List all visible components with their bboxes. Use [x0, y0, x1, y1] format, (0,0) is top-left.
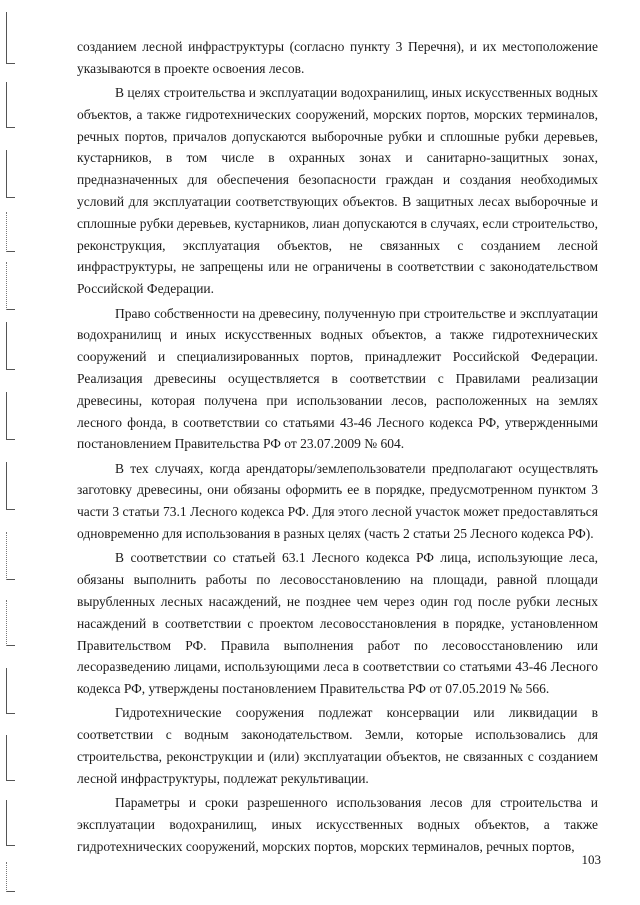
- paragraph: В тех случаях, когда арендаторы/землепользователи предполагают осуществлять заготовку древесины, они обязаны оформить ее в порядке, предусмотренном пунктом 3 части 3 статьи 73.1 Лесного кодекса РФ. Для этого лесной участок может предоставляться одновременно для использования в разных целях (часть 2 статьи 25 Лесного кодекса РФ).: [77, 460, 598, 542]
- binding-mark: [6, 532, 17, 580]
- binding-mark: [6, 862, 17, 892]
- binding-mark: [6, 600, 17, 646]
- binding-mark: [6, 262, 17, 310]
- binding-mark: [6, 12, 17, 64]
- paragraph: Гидротехнические сооружения подлежат консервации или ликвидации в соответствии с водным законодательством. Земли, которые использовались для строительства, реконструкции и (или) эксплуатации объектов, не связанных с созданием лесной инфраструктуры, подлежат рекультивации.: [77, 705, 598, 786]
- binding-mark: [6, 150, 17, 198]
- paragraph: Право собственности на древесину, полученную при строительстве и эксплуатации водохранилищ и иных искусственных водных объектов, а также гидротехнических сооружений и специализированных портов, принадлежит Российской Федерации. Реализация древесины осуществляется в соответствии с Правилами реализации древесины, которая получена при использовании лесов, расположенных на землях лесного фонда, в соответствии со статьями 43-46 Лесного кодекса РФ, утвержденными постановлением Правительства РФ от 23.07.2009 № 604.: [77, 305, 598, 452]
- binding-margin-marks: [0, 0, 40, 905]
- paragraph: В целях строительства и эксплуатации водохранилищ, иных искусственных водных объектов, а также гидротехнических сооружений, морских портов, морских терминалов, речных портов, причалов допускаются выборочные рубки и сплошные рубки деревьев, кустарников, в том числе в охранных зонах и санитарно-защитных зонах, предназначенных для обеспечения безопасности граждан и создания необходимых условий для эксплуатации соответствующих объектов. В защитных лесах выборочные и сплошные рубки деревьев, кустарников, лиан допускаются в случаях, если строительство, реконструкция, эксплуатация объектов, не связанных с созданием лесной инфраструктуры, не запрещены или не ограничены в соответствии с законодательством Российской Федерации.: [77, 85, 598, 297]
- paragraph: Параметры и сроки разрешенного использования лесов для строительства и эксплуатации водохранилищ, иных искусственных водных объектов, а также гидротехнических сооружений, морских портов, морских терминалов, речных портов,: [77, 795, 598, 854]
- binding-mark: [6, 392, 17, 440]
- binding-mark: [6, 322, 17, 370]
- binding-mark: [6, 800, 17, 846]
- binding-mark: [6, 82, 17, 128]
- binding-mark: [6, 212, 17, 252]
- binding-mark: [6, 735, 17, 781]
- paragraph: созданием лесной инфраструктуры (согласно пункту 3 Перечня), и их местоположение указываются в проекте освоения лесов.: [77, 39, 598, 76]
- paragraph: В соответствии со статьей 63.1 Лесного кодекса РФ лица, использующие леса, обязаны выполнить работы по лесовосстановлению на площади, равной площади вырубленных лесных насаждений, не позднее чем через один год после рубки лесных насаждений в соответствии с проектом лесовосстановления в порядке, установленном Правительством РФ. Правила выполнения работ по лесовосстановлению или лесоразведению лицами, использующими леса в соответствии со статьями 43-46 Лесного кодекса РФ, утверждены постановлением Правительства РФ от 07.05.2019 № 566.: [77, 550, 598, 697]
- page-number: 103: [581, 852, 601, 867]
- binding-mark: [6, 462, 17, 510]
- binding-mark: [6, 668, 17, 714]
- document-body: [77, 36, 598, 857]
